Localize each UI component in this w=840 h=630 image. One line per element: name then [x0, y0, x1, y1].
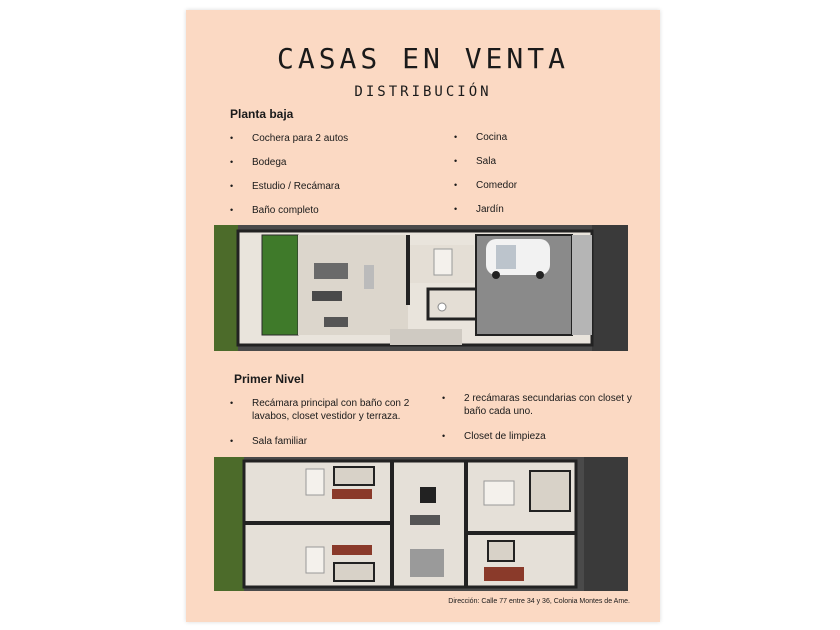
ground-floor-list-right [454, 131, 634, 216]
list-item: • Comedor [454, 179, 634, 192]
ground-floor-plan-image [214, 225, 628, 351]
list-item: • Closet de limpieza [442, 430, 636, 443]
list-item: • Recámara principal con baño con 2 lavabos, closet vestidor y terraza. [230, 397, 422, 423]
flyer-sheet [186, 10, 660, 622]
list-item: • Sala [454, 155, 634, 168]
list-item: • Bodega [230, 156, 430, 169]
list-item: • Cocina [454, 131, 634, 144]
ground-floor-heading: Planta baja [230, 107, 294, 121]
list-item: • Estudio / Recámara [230, 180, 430, 193]
list-item: • 2 recámaras secundarias con closet y baño cada uno. [442, 392, 636, 418]
list-item: • Baño completo [230, 204, 430, 217]
first-floor-list-right [442, 392, 636, 443]
list-item: • Cochera para 2 autos [230, 132, 430, 145]
first-floor-plan-image [214, 457, 628, 591]
flyer-subtitle: DISTRIBUCIÓN [354, 84, 492, 100]
first-floor-heading: Primer Nivel [234, 372, 305, 386]
first-floor-list-left [230, 397, 422, 448]
flyer-title: CASAS EN VENTA [276, 42, 569, 75]
list-item: • Jardín [454, 203, 634, 216]
list-item: • Sala familiar [230, 435, 422, 448]
address-text: Dirección: Calle 77 entre 34 y 36, Colonia Montes de Ame. [448, 598, 630, 605]
ground-floor-list-left [230, 132, 430, 217]
